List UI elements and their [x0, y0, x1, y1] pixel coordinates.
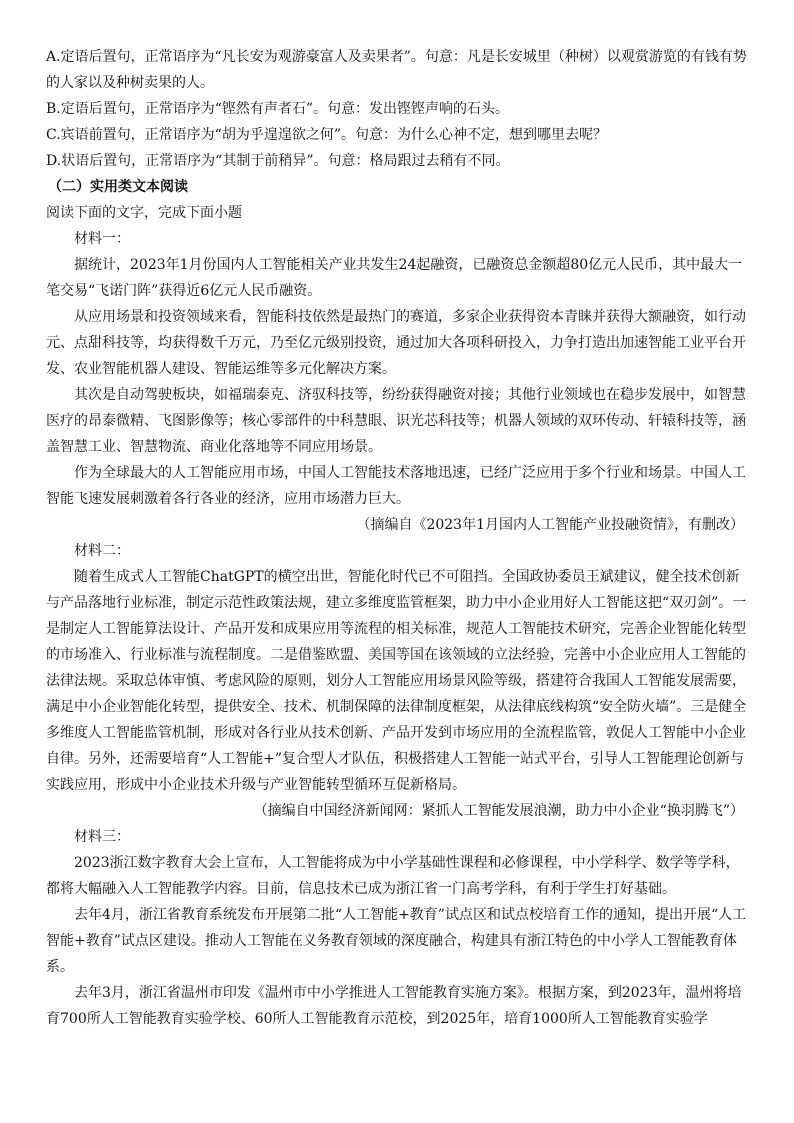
material2-label: 材料二：: [74, 543, 130, 559]
option-b: B.定语后置句，正常语序为“铿然有声者石”。句意：发出铿铿声响的石头。: [46, 101, 510, 117]
material1-paragraph-3: 其次是自动驾驶板块，如福瑞泰克、济驭科技等，纷纷获得融资对接；其他行业领域也在稳步发展中，如智慧医疗的昂泰微精、飞图影像等；核心零部件的中科慧眼、识光芯科技等；机器人领域的双环传动、轩辕科技等，涵盖智慧工业、智慧物流、商业化落地等不同应用场景。: [46, 387, 746, 455]
material2-paragraph-1: 随着生成式人工智能ChatGPT的横空出世，智能化时代已不可阻挡。全国政协委员王斌建议，健全技术创新与产品落地行业标准，制定示范性政策法规，建立多维度监管框架，助力中小企业用好人工智能这把“双刃剑”。一是制定人工智能算法设计、产品开发和成果应用等流程的相关标准，规范人工智能技术研究，完善企业智能化转型的市场准入、行业标准与流程制度。二是借鉴欧盟、美国等国在该领域的立法经验，完善中小企业应用人工智能的法律法规。采取总体审慎、考虑风险的原则，划分人工智能应用场景风险等级，搭建符合我国人工智能发展需要，满足中小企业智能化转型，提供安全、技术、机制保障的法律制度框架，从法律底线构筑“安全防火墙”。三是健全多维度人工智能监管机制，形成对各行业从技术创新、产品开发到市场应用的全流程监管，敦促人工智能中小企业自律。另外，还需要培育“人工智能+”复合型人才队伍，积极搭建人工智能一站式平台，引导人工智能理论创新与实践应用，形成中小企业技术升级与产业智能转型循环互促新格局。: [46, 569, 747, 793]
material3-paragraph-2: 去年4月，浙江省教育系统发布开展第二批“人工智能+教育”试点区和试点校培育工作的通知，提出开展“人工智能+教育”试点区建设。推动人工智能在义务教育领域的深度融合，构建具有浙江特色的中小学人工智能教育体系。: [46, 907, 747, 975]
material1-source: （摘编自《2023年1月国内人工智能产业投融资情》，有删改）: [356, 517, 744, 533]
material3-label: 材料三：: [74, 829, 130, 845]
material1-paragraph-4: 作为全球最大的人工智能应用市场，中国人工智能技术落地迅速，已经广泛应用于多个行业和场景。中国人工智能飞速发展刺激着各行各业的经济，应用市场潜力巨大。: [46, 465, 746, 507]
option-d: D.状语后置句，正常语序为“其制于前稍异”。句意：格局跟过去稍有不同。: [46, 153, 510, 169]
section-title: （二）实用类文本阅读: [48, 179, 188, 195]
material2-source: （摘编自中国经济新闻网：紧抓人工智能发展浪潮，助力中小企业“换羽腾飞”）: [253, 803, 744, 819]
material1-paragraph-1: 据统计，2023年1月份国内人工智能相关产业共发生24起融资，已融资总金额超80亿元人民币，其中最大一笔交易“飞诺门阵”获得近6亿元人民币融资。: [46, 257, 743, 299]
material3-paragraph-3: 去年3月，浙江省温州市印发《温州市中小学推进人工智能教育实施方案》。根据方案，到2023年，温州将培育700所人工智能教育实验学校、60所人工智能教育示范校，到2025年，培育1000所人工智能教育实验学: [46, 985, 742, 1027]
material3-paragraph-1: 2023浙江数字教育大会上宣布，人工智能将成为中小学基础性课程和必修课程，中小学科学、数学等学科，都将大幅融入人工智能教学内容。目前，信息技术已成为浙江省一门高考学科，有利于学生打好基础。: [46, 855, 740, 897]
material1-label: 材料一：: [74, 231, 130, 247]
option-a: A.定语后置句，正常语序为“凡长安为观游豪富人及卖果者”。句意：凡是长安城里（种树）以观赏游览的有钱有势的人家以及种树卖果的人。: [46, 49, 747, 91]
option-c: C.宾语前置句，正常语序为“胡为乎遑遑欲之何”。句意：为什么心神不定，想到哪里去呢？: [46, 127, 607, 143]
material1-paragraph-2: 从应用场景和投资领域来看，智能科技依然是最热门的赛道，多家企业获得资本青睐并获得大额融资，如行动元、点甜科技等，均获得数千万元，乃至亿元级别投资，通过加大各项科研投入，力争打造出加速智能工业平台开发、农业智能机器人建设、智能运维等多元化解决方案。: [46, 309, 746, 377]
instruction: 阅读下面的文字，完成下面小题: [46, 205, 242, 221]
